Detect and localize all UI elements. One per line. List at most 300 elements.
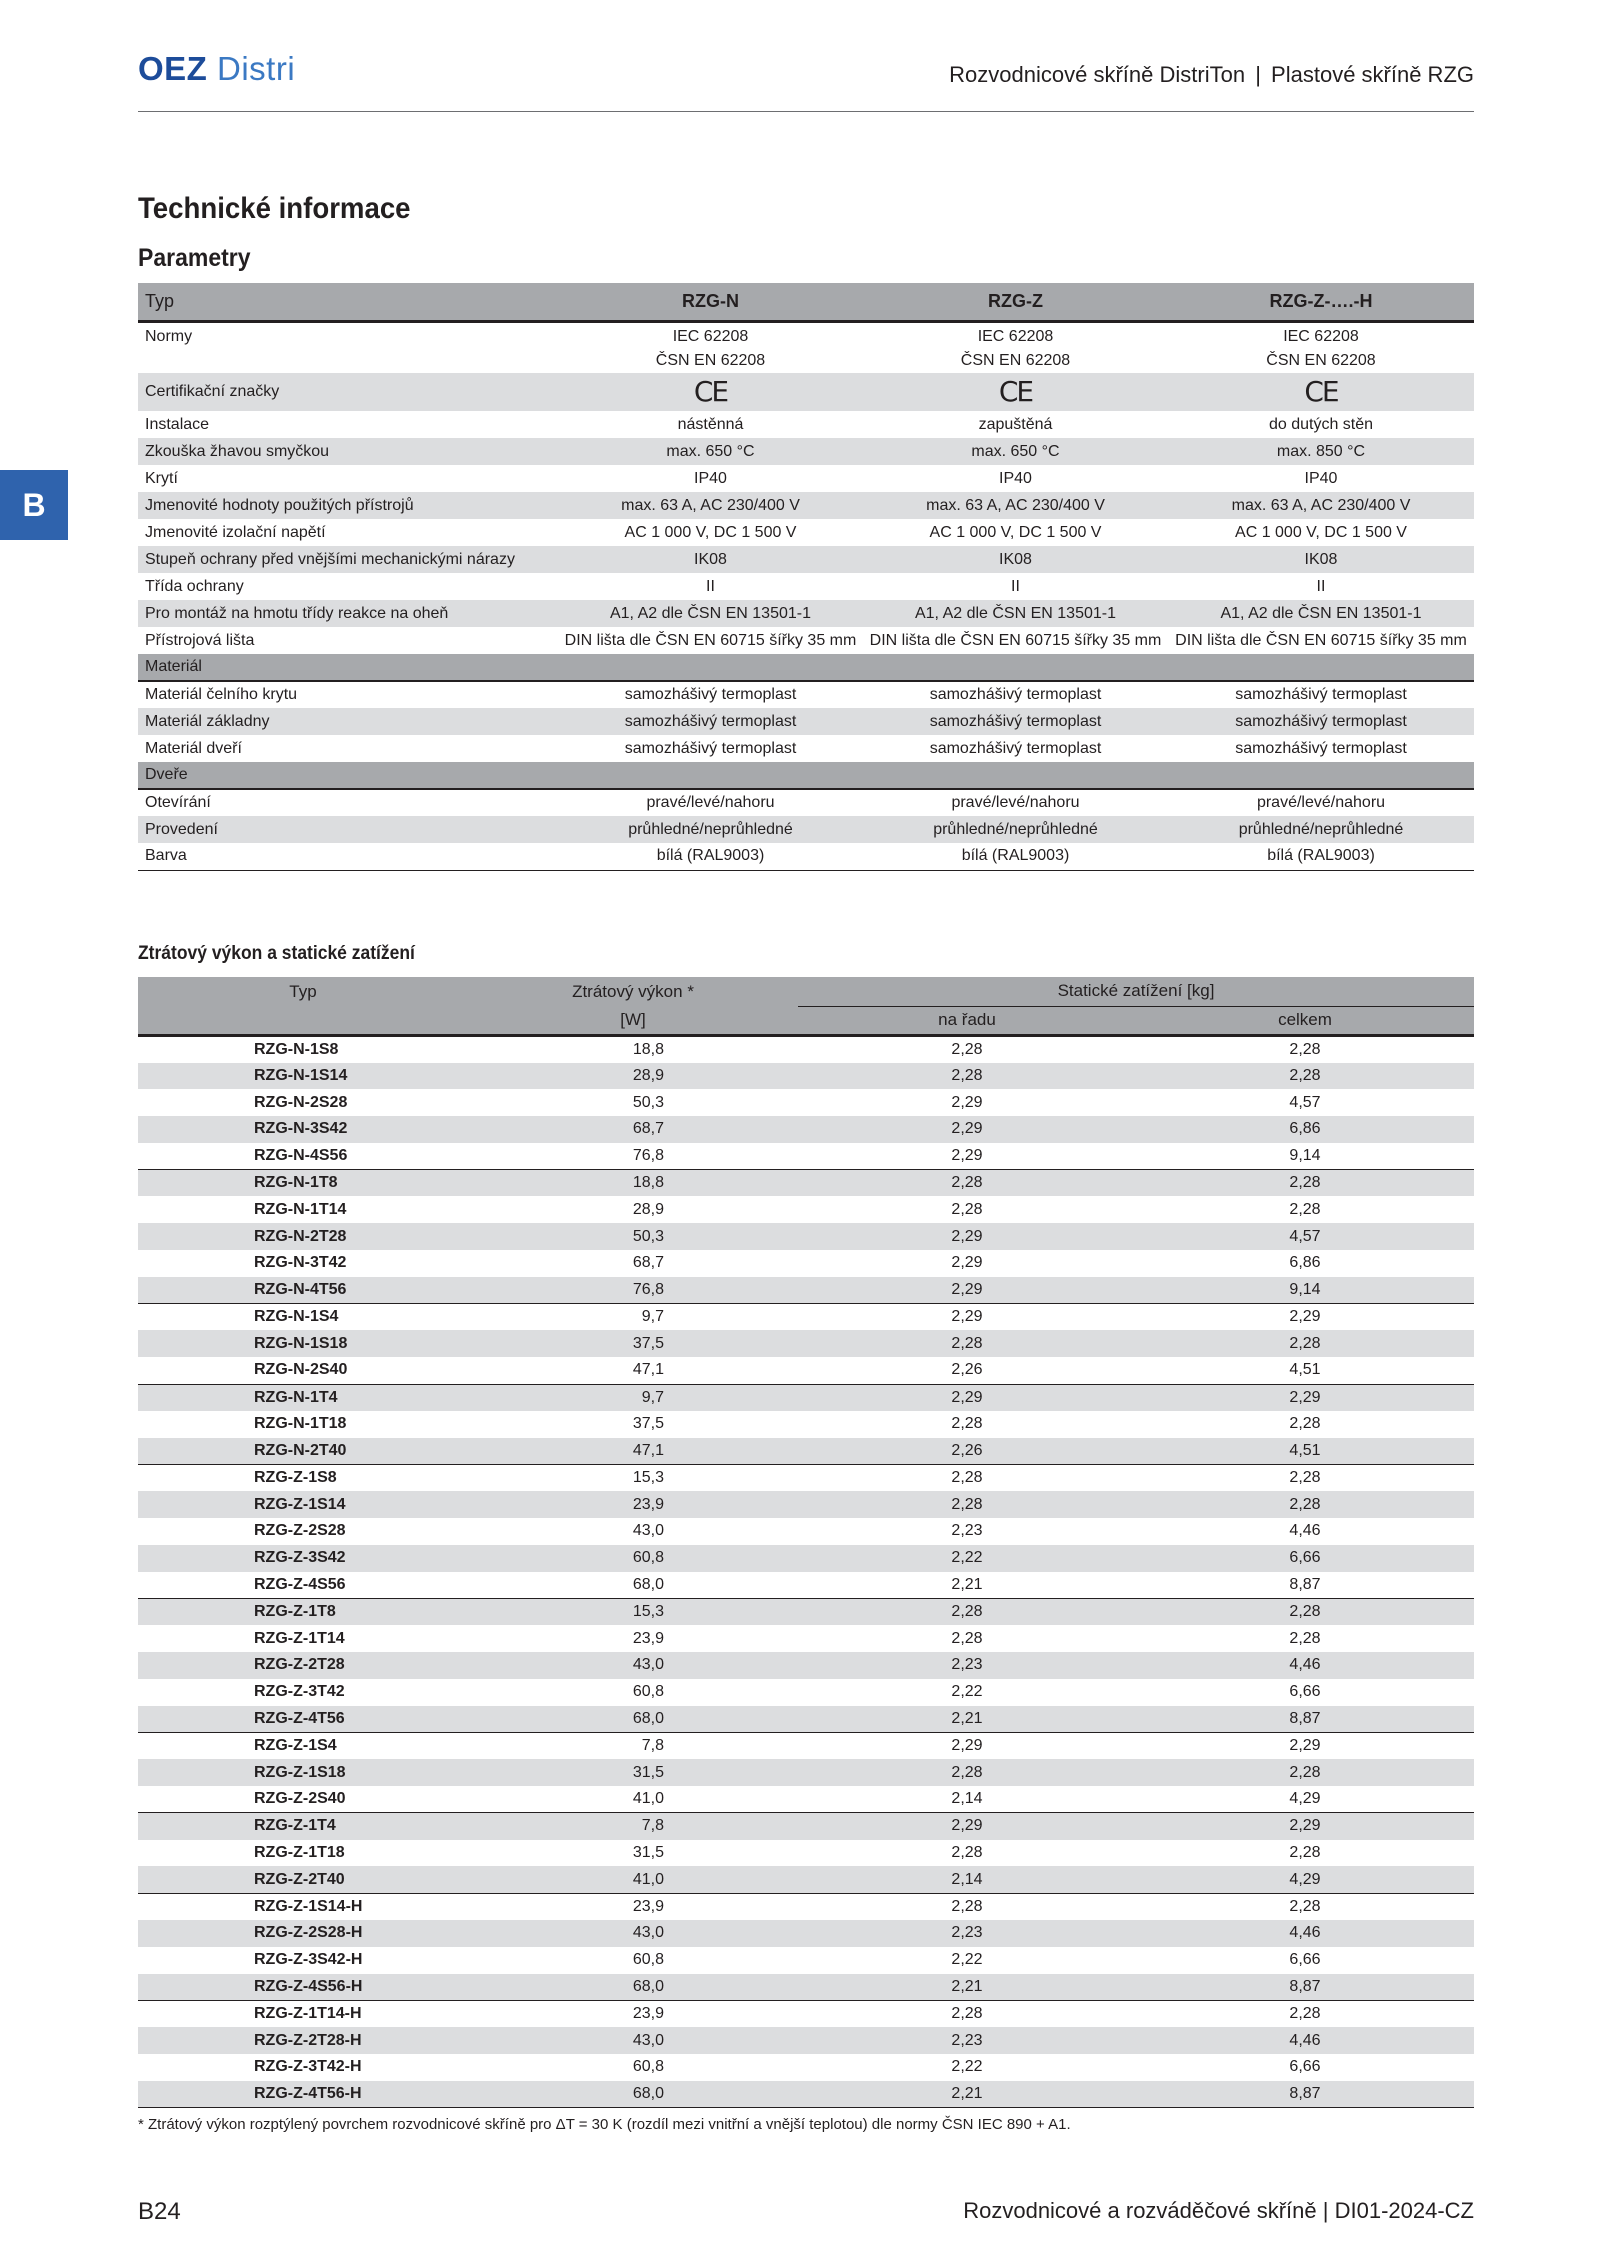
power-loss-cell: 68,7 [632, 1254, 664, 1272]
load-per-row-cell: 2,23 [798, 2027, 1136, 2054]
params-row [138, 573, 1474, 600]
params-value: max. 850 °C [1168, 438, 1474, 465]
footer-catalog [963, 2198, 1474, 2224]
type-cell: RZG-Z-2T28-H [138, 2027, 468, 2054]
logo-distri: Distri [217, 50, 296, 87]
params-label: Instalace [145, 415, 210, 433]
params-value: průhledné/neprůhledné [863, 816, 1168, 843]
table-row [138, 1866, 1474, 1893]
load-per-row-cell: 2,28 [798, 1491, 1136, 1518]
table-row [138, 2000, 1474, 2027]
power-loss-cell: 47,1 [468, 1438, 798, 1465]
params-value: IP40 [1304, 469, 1338, 487]
oez-distri-logo [138, 50, 295, 88]
norm-line: ČSN EN 62208 [655, 351, 766, 369]
table-row [138, 1652, 1474, 1679]
params-row [138, 843, 1474, 870]
params-value: A1, A2 dle ČSN EN 13501-1 [1168, 600, 1474, 627]
table-row [138, 2054, 1474, 2081]
type-cell: RZG-Z-2S40 [254, 1790, 346, 1808]
norm-line: IEC 62208 [1283, 327, 1359, 345]
table-row [138, 1545, 1474, 1572]
power-loss-cell: 43,0 [632, 1522, 664, 1540]
params-value: A1, A2 dle ČSN EN 13501-1 [863, 600, 1168, 627]
type-cell: RZG-Z-1T14 [254, 1629, 345, 1647]
params-row-certification [138, 373, 1474, 411]
params-norms-cell [558, 321, 863, 373]
power-loss-cell: 9,7 [468, 1304, 798, 1331]
load-per-row-cell: 2,23 [798, 1920, 1136, 1947]
params-value: samozhášivý termoplast [1235, 739, 1407, 757]
load-total-cell: 2,28 [1136, 1170, 1474, 1197]
table-row [138, 1357, 1474, 1384]
power-loss-cell: 41,0 [468, 1866, 798, 1893]
power-loss-cell: 43,0 [468, 1920, 798, 1947]
type-cell: RZG-Z-1S4 [138, 1732, 468, 1759]
type-cell: RZG-N-2T28 [138, 1223, 468, 1250]
table-row [138, 1277, 1474, 1304]
table-row [138, 1035, 1474, 1063]
type-cell: RZG-N-1S18 [138, 1330, 468, 1357]
type-cell: RZG-Z-1S18 [138, 1759, 468, 1786]
load-per-row-cell: 2,29 [798, 1304, 1136, 1331]
type-cell: RZG-N-3T42 [254, 1254, 347, 1272]
ce-mark-icon: CE [693, 374, 728, 408]
table-row [138, 1304, 1474, 1331]
load-total-cell: 8,87 [1136, 2081, 1474, 2108]
type-cell: RZG-Z-3S42 [138, 1545, 468, 1572]
power-loss-cell: 23,9 [468, 1491, 798, 1518]
logo-oez: OEZ [138, 50, 208, 87]
params-row [138, 735, 1474, 762]
params-value: A1, A2 dle ČSN EN 13501-1 [558, 600, 863, 627]
load-per-row-cell: 2,29 [798, 1277, 1136, 1304]
params-row [138, 465, 1474, 492]
power-loss-cell: 15,3 [468, 1598, 798, 1625]
params-value: pravé/levé/nahoru [646, 794, 775, 811]
table-row [138, 1732, 1474, 1759]
load-total-cell: 2,28 [1136, 1598, 1474, 1625]
power-loss-cell: 7,8 [468, 1813, 798, 1840]
power-loss-cell: 41,0 [632, 1790, 664, 1808]
load-per-row-cell: 2,28 [798, 1330, 1136, 1357]
section-tab-b: B [0, 470, 68, 540]
params-value: samozhášivý termoplast [929, 739, 1102, 757]
params-value: max. 650 °C [863, 438, 1168, 465]
power-loss-cell: 18,8 [468, 1170, 798, 1197]
load-per-row-cell: 2,21 [798, 1974, 1136, 2001]
power-loss-cell: 7,8 [468, 1732, 798, 1759]
params-row [138, 492, 1474, 519]
type-cell: RZG-N-1T14 [254, 1200, 347, 1218]
power-loss-cell: 68,0 [632, 1575, 664, 1593]
power-loss-cell: 43,0 [468, 1652, 798, 1679]
page-number: B24 [138, 2198, 181, 2225]
load-per-row-cell: 2,21 [951, 1575, 983, 1593]
load-total-cell: 4,46 [1136, 1920, 1474, 1947]
params-row [138, 438, 1474, 465]
load-total-cell: 8,87 [1289, 1575, 1321, 1593]
section-title: Technické informace [138, 192, 411, 225]
loss-header-row [138, 977, 1474, 1006]
params-title: Parametry [138, 244, 251, 272]
load-total-cell: 9,14 [1289, 1147, 1321, 1165]
params-value: samozhášivý termoplast [929, 686, 1102, 703]
type-cell: RZG-Z-4S56-H [138, 1974, 468, 2001]
params-value: II [1011, 577, 1020, 595]
type-cell: RZG-N-1S4 [138, 1304, 468, 1331]
params-value: IK08 [863, 546, 1168, 573]
table-row [138, 1625, 1474, 1652]
table-row [138, 1947, 1474, 1974]
load-per-row-cell: 2,29 [798, 1732, 1136, 1759]
params-row [138, 600, 1474, 627]
table-row [138, 1813, 1474, 1840]
params-label: Třída ochrany [145, 577, 244, 595]
load-per-row-cell: 2,29 [951, 1093, 983, 1111]
type-cell: RZG-Z-3T42 [254, 1683, 345, 1701]
load-per-row-cell: 2,28 [951, 1415, 983, 1433]
load-total-cell: 6,86 [1289, 1254, 1321, 1272]
load-total-cell: 6,86 [1136, 1116, 1474, 1143]
load-per-row-cell: 2,22 [951, 2058, 983, 2076]
params-row [138, 681, 1474, 708]
type-cell: RZG-Z-4S56 [254, 1575, 346, 1593]
load-per-row-cell: 2,21 [798, 1706, 1136, 1733]
power-loss-cell: 37,5 [468, 1330, 798, 1357]
loss-subheader-empty [138, 1006, 468, 1035]
power-loss-cell: 28,9 [468, 1063, 798, 1090]
table-row [138, 1438, 1474, 1465]
power-loss-cell: 60,8 [632, 1683, 664, 1701]
params-value: průhledné/neprůhledné [558, 816, 863, 843]
params-value: AC 1 000 V, DC 1 500 V [624, 523, 797, 541]
params-section-label: Materiál [138, 654, 1474, 681]
power-loss-cell: 68,7 [468, 1116, 798, 1143]
params-value: IK08 [558, 546, 863, 573]
table-row [138, 1250, 1474, 1277]
table-row [138, 1893, 1474, 1920]
params-label: Normy [145, 327, 193, 345]
params-cert-cell [1168, 373, 1474, 411]
power-loss-cell: 76,8 [632, 1147, 664, 1165]
params-header-rzg-z: RZG-Z [863, 283, 1168, 321]
params-label: Otevírání [145, 794, 211, 811]
page-header [138, 44, 1474, 112]
table-row [138, 1089, 1474, 1116]
header-subtitle: Plastové skříně RZG [1271, 62, 1474, 87]
params-value: průhledné/neprůhledné [1168, 816, 1474, 843]
norm-line: IEC 62208 [977, 327, 1054, 345]
load-per-row-cell: 2,29 [798, 1813, 1136, 1840]
params-row [138, 708, 1474, 735]
params-label: Zkouška žhavou smyčkou [138, 438, 558, 465]
params-value: AC 1 000 V, DC 1 500 V [929, 523, 1102, 541]
load-total-cell: 4,46 [1136, 1652, 1474, 1679]
table-row [138, 1759, 1474, 1786]
params-value: samozhášivý termoplast [863, 708, 1168, 735]
type-cell: RZG-N-1T18 [254, 1415, 347, 1433]
header-separator: | [1255, 62, 1261, 87]
norm-line: IEC 62208 [672, 327, 749, 345]
table-row [138, 1706, 1474, 1733]
power-loss-cell: 28,9 [632, 1200, 664, 1218]
load-total-cell: 2,29 [1136, 1732, 1474, 1759]
type-cell: RZG-N-4T56 [138, 1277, 468, 1304]
params-value: bílá (RAL9003) [558, 843, 863, 870]
params-value: do dutých stěn [1268, 415, 1374, 433]
load-total-cell: 2,28 [1136, 1893, 1474, 1920]
load-per-row-cell: 2,28 [951, 1040, 983, 1058]
params-value: DIN lišta dle ČSN EN 60715 šířky 35 mm [869, 631, 1162, 649]
power-loss-cell: 9,7 [468, 1384, 798, 1411]
type-cell: RZG-N-2S40 [254, 1361, 348, 1379]
load-per-row-cell: 2,29 [951, 1254, 983, 1272]
load-per-row-cell: 2,21 [798, 2081, 1136, 2108]
power-loss-cell: 23,9 [468, 2000, 798, 2027]
params-value: samozhášivý termoplast [1168, 708, 1474, 735]
load-per-row-cell: 2,23 [798, 1652, 1136, 1679]
ce-mark-icon: CE [1304, 374, 1338, 408]
type-cell: RZG-Z-2S28-H [138, 1920, 468, 1947]
table-row [138, 1223, 1474, 1250]
type-cell: RZG-Z-2T28 [138, 1652, 468, 1679]
params-label: Certifikační značky [138, 373, 558, 411]
table-row [138, 1384, 1474, 1411]
params-value: pravé/levé/nahoru [951, 794, 1080, 811]
load-per-row-cell: 2,28 [798, 1598, 1136, 1625]
params-value: bílá (RAL9003) [863, 843, 1168, 870]
type-cell: RZG-N-4S56 [254, 1147, 348, 1165]
table-row [138, 1116, 1474, 1143]
params-label: Krytí [145, 469, 178, 487]
table-row [138, 1170, 1474, 1197]
footer-catalog-code: DI01-2024-CZ [1334, 2198, 1474, 2223]
params-label: Přístrojová lišta [145, 631, 255, 649]
power-loss-cell: 23,9 [468, 1893, 798, 1920]
table-row [138, 1598, 1474, 1625]
type-cell: RZG-Z-1S14 [138, 1491, 468, 1518]
params-value: AC 1 000 V, DC 1 500 V [1235, 523, 1407, 541]
power-loss-cell: 50,3 [468, 1223, 798, 1250]
table-row [138, 1786, 1474, 1813]
load-total-cell: 4,57 [1136, 1223, 1474, 1250]
power-loss-table [138, 977, 1474, 2108]
load-total-cell: 2,28 [1136, 1491, 1474, 1518]
loss-header-type: Typ [138, 977, 468, 1006]
norm-line: ČSN EN 62208 [960, 351, 1071, 369]
load-total-cell: 2,28 [1136, 1063, 1474, 1090]
type-cell: RZG-N-1T4 [138, 1384, 468, 1411]
type-cell: RZG-Z-4T56-H [138, 2081, 468, 2108]
table-row [138, 1464, 1474, 1491]
params-row [138, 546, 1474, 573]
params-value: max. 63 A, AC 230/400 V [1168, 492, 1474, 519]
type-cell: RZG-N-1T8 [138, 1170, 468, 1197]
load-per-row-cell: 2,22 [951, 1683, 983, 1701]
table-row [138, 1572, 1474, 1599]
load-total-cell: 2,28 [1289, 1415, 1321, 1433]
load-total-cell: 4,57 [1289, 1093, 1321, 1111]
load-per-row-cell: 2,29 [798, 1116, 1136, 1143]
power-loss-cell: 68,0 [468, 2081, 798, 2108]
params-label: Pro montáž na hmotu třídy reakce na oheň [138, 600, 558, 627]
params-value: DIN lišta dle ČSN EN 60715 šířky 35 mm [1175, 631, 1467, 649]
load-total-cell: 2,28 [1289, 1844, 1321, 1861]
load-total-cell: 2,28 [1136, 1330, 1474, 1357]
params-row [138, 789, 1474, 816]
load-per-row-cell: 2,26 [951, 1361, 983, 1379]
params-label: Materiál čelního krytu [145, 686, 298, 703]
params-norms-cell [863, 321, 1168, 373]
load-total-cell: 8,87 [1136, 1706, 1474, 1733]
params-section-row [138, 654, 1474, 681]
params-label: Jmenovité hodnoty použitých přístrojů [138, 492, 558, 519]
type-cell: RZG-N-1S8 [254, 1040, 339, 1058]
load-per-row-cell: 2,22 [798, 1545, 1136, 1572]
params-value: II [1316, 577, 1326, 595]
params-row [138, 816, 1474, 843]
params-row-norms [138, 321, 1474, 373]
load-total-cell: 4,29 [1136, 1866, 1474, 1893]
load-total-cell: 9,14 [1136, 1277, 1474, 1304]
load-total-cell: 4,51 [1289, 1361, 1321, 1379]
type-cell: RZG-N-3S42 [138, 1116, 468, 1143]
load-total-cell: 2,28 [1136, 1464, 1474, 1491]
params-row [138, 411, 1474, 438]
type-cell: RZG-Z-3T42-H [254, 2058, 362, 2076]
load-total-cell: 2,29 [1136, 1384, 1474, 1411]
power-loss-cell: 47,1 [632, 1361, 664, 1379]
type-cell: RZG-N-2S28 [254, 1093, 348, 1111]
load-per-row-cell: 2,28 [798, 1464, 1136, 1491]
load-per-row-cell: 2,28 [798, 1063, 1136, 1090]
load-total-cell: 4,51 [1136, 1438, 1474, 1465]
table-row [138, 1679, 1474, 1706]
params-value: samozhášivý termoplast [624, 739, 797, 757]
params-label: Materiál dveří [145, 739, 242, 757]
params-value: samozhášivý termoplast [558, 708, 863, 735]
params-cert-cell [863, 373, 1168, 411]
loss-subheader-per-row: na řadu [798, 1006, 1136, 1035]
power-loss-cell: 23,9 [632, 1629, 664, 1647]
params-value: max. 650 °C [558, 438, 863, 465]
params-value: IP40 [694, 469, 727, 487]
power-loss-cell: 31,5 [468, 1759, 798, 1786]
params-row [138, 627, 1474, 654]
type-cell: RZG-Z-1T4 [138, 1813, 468, 1840]
params-label: Provedení [138, 816, 558, 843]
params-value: II [706, 577, 715, 595]
load-total-cell: 4,46 [1136, 2027, 1474, 2054]
params-value: IK08 [1168, 546, 1474, 573]
load-total-cell: 6,66 [1289, 1951, 1321, 1969]
type-cell: RZG-Z-1T8 [138, 1598, 468, 1625]
loss-header-static: Statické zatížení [kg] [798, 977, 1474, 1006]
type-cell: RZG-N-1S14 [138, 1063, 468, 1090]
params-value: pravé/levé/nahoru [1256, 794, 1386, 811]
loss-subheader-total: celkem [1136, 1006, 1474, 1035]
loss-title: Ztrátový výkon a statické zatížení [138, 943, 415, 964]
params-label: Stupeň ochrany před vnějšími mechanickými nárazy [138, 546, 558, 573]
parameters-table [138, 283, 1474, 871]
load-per-row-cell: 2,23 [951, 1522, 983, 1540]
power-loss-cell: 31,5 [632, 1844, 664, 1861]
params-value: bílá (RAL9003) [1168, 843, 1474, 870]
power-loss-cell: 60,8 [632, 1951, 664, 1969]
type-cell: RZG-Z-1T18 [254, 1844, 345, 1861]
loss-subheader-row [138, 1006, 1474, 1035]
load-per-row-cell: 2,14 [951, 1790, 983, 1808]
params-value: max. 63 A, AC 230/400 V [558, 492, 863, 519]
power-loss-cell: 68,0 [468, 1706, 798, 1733]
table-row [138, 1196, 1474, 1223]
load-total-cell: 4,46 [1289, 1522, 1321, 1540]
type-cell: RZG-Z-1S8 [138, 1464, 468, 1491]
load-total-cell: 2,29 [1136, 1304, 1474, 1331]
load-per-row-cell: 2,28 [951, 1200, 983, 1218]
params-value: IP40 [999, 469, 1032, 487]
params-label: Materiál základny [138, 708, 558, 735]
params-section-label: Dveře [138, 762, 1474, 789]
params-label: Barva [138, 843, 558, 870]
load-total-cell: 2,28 [1136, 2000, 1474, 2027]
header-main-title: Rozvodnicové skříně DistriTon [949, 62, 1246, 87]
table-row [138, 1920, 1474, 1947]
params-value: samozhášivý termoplast [624, 686, 797, 703]
load-per-row-cell: 2,14 [798, 1866, 1136, 1893]
params-row [138, 519, 1474, 546]
load-per-row-cell: 2,26 [798, 1438, 1136, 1465]
power-loss-cell: 60,8 [468, 1545, 798, 1572]
load-per-row-cell: 2,28 [798, 1759, 1136, 1786]
load-per-row-cell: 2,28 [951, 1844, 983, 1861]
load-total-cell: 2,28 [1289, 1200, 1321, 1218]
type-cell: RZG-Z-2S28 [254, 1522, 346, 1540]
load-total-cell: 8,87 [1136, 1974, 1474, 2001]
table-row [138, 1491, 1474, 1518]
power-loss-cell: 76,8 [468, 1277, 798, 1304]
header-title [949, 62, 1474, 88]
type-cell: RZG-Z-2T40 [138, 1866, 468, 1893]
loss-subheader-unit: [W] [468, 1006, 798, 1035]
table-row [138, 1330, 1474, 1357]
table-row [138, 1063, 1474, 1090]
power-loss-cell: 37,5 [632, 1415, 664, 1433]
params-norms-cell [1168, 321, 1474, 373]
table-row [138, 1974, 1474, 2001]
load-per-row-cell: 2,28 [798, 1170, 1136, 1197]
footnote: * Ztrátový výkon rozptýlený povrchem rozvodnicové skříně pro ΔT = 30 K (rozdíl mezi vnitřní a vnější teplotou) dle normy ČSN IEC 890 + A1. [138, 2116, 1071, 2133]
table-row [138, 1518, 1474, 1545]
footer-catalog-title: Rozvodnicové a rozváděčové skříně [963, 2198, 1317, 2223]
power-loss-cell: 18,8 [632, 1040, 664, 1058]
power-loss-cell: 43,0 [468, 2027, 798, 2054]
type-cell: RZG-N-2T40 [138, 1438, 468, 1465]
type-cell: RZG-Z-4T56 [138, 1706, 468, 1733]
load-total-cell: 4,29 [1289, 1790, 1321, 1808]
params-value: max. 63 A, AC 230/400 V [863, 492, 1168, 519]
loss-header-power: Ztrátový výkon * [468, 977, 798, 1006]
load-per-row-cell: 2,28 [798, 2000, 1136, 2027]
load-per-row-cell: 2,29 [798, 1223, 1136, 1250]
params-section-row [138, 762, 1474, 789]
params-label: Jmenovité izolační napětí [145, 523, 326, 541]
type-cell: RZG-Z-1S14-H [138, 1893, 468, 1920]
ce-mark-icon: CE [998, 374, 1033, 408]
table-row [138, 1411, 1474, 1438]
footer-separator: | [1322, 2198, 1329, 2223]
